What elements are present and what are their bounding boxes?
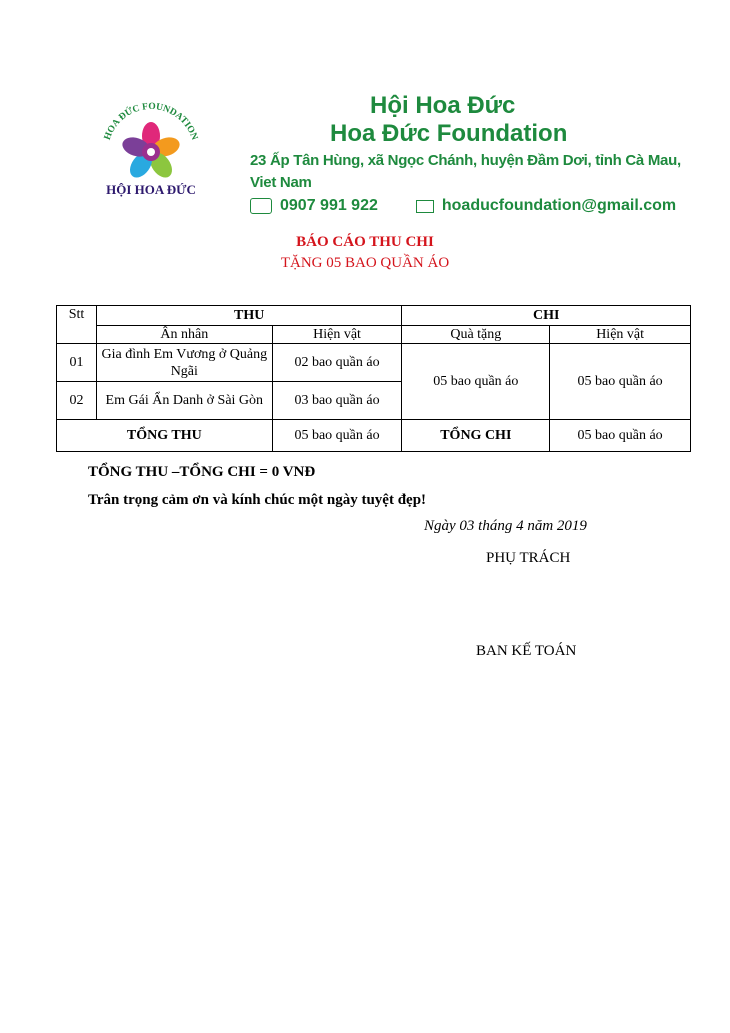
report-date: Ngày 03 tháng 4 năm 2019 bbox=[424, 518, 587, 534]
tong-chi-value: 05 bao quần áo bbox=[550, 420, 691, 452]
subheader-hien-vat-chi: Hiện vật bbox=[550, 326, 691, 344]
logo-arc-text: HOA ĐỨC FOUNDATION bbox=[102, 101, 200, 142]
phu-trach-label: PHỤ TRÁCH bbox=[486, 550, 571, 566]
row-stt: 01 bbox=[57, 344, 97, 382]
phone-icon bbox=[250, 198, 272, 214]
header-chi: CHI bbox=[402, 306, 691, 326]
subheader-hien-vat-thu: Hiện vật bbox=[272, 326, 402, 344]
org-contact bbox=[250, 194, 690, 218]
row-stt: 02 bbox=[57, 382, 97, 420]
chi-hien-vat: 05 bao quần áo bbox=[550, 344, 691, 420]
tong-thu-value: 05 bao quần áo bbox=[272, 420, 402, 452]
tong-thu-label: TỔNG THU bbox=[57, 420, 273, 452]
ban-ke-toan-label: BAN KẾ TOÁN bbox=[476, 643, 577, 659]
org-address: 23 Ấp Tân Hùng, xã Ngọc Chánh, huyện Đầm Dơi, tỉnh Cà Mau, Viet Nam bbox=[250, 152, 681, 191]
tong-chi-label: TỔNG CHI bbox=[402, 420, 550, 452]
org-name-en: Hoa Đức Foundation bbox=[330, 120, 568, 147]
report-table bbox=[56, 305, 691, 452]
table-row bbox=[57, 344, 691, 382]
org-phone: 0907 991 922 bbox=[280, 197, 378, 214]
row-hien-vat: 02 bao quần áo bbox=[272, 344, 402, 382]
report-title: BÁO CÁO THU CHI bbox=[296, 234, 434, 250]
subheader-an-nhan: Ân nhân bbox=[96, 326, 272, 344]
table-header-row bbox=[57, 306, 691, 326]
chi-qua-tang: 05 bao quần áo bbox=[402, 344, 550, 420]
row-an-nhan: Gia đình Em Vương ở Quảng Ngãi bbox=[96, 344, 272, 382]
table-total-row bbox=[57, 420, 691, 452]
balance-line: TỔNG THU –TỔNG CHI = 0 VNĐ bbox=[88, 464, 316, 480]
subheader-qua-tang: Quà tặng bbox=[402, 326, 550, 344]
header-thu: THU bbox=[96, 306, 401, 326]
org-name-vn: Hội Hoa Đức bbox=[370, 92, 516, 119]
org-header bbox=[250, 92, 690, 218]
row-hien-vat: 03 bao quần áo bbox=[272, 382, 402, 420]
logo bbox=[88, 90, 214, 208]
mail-icon bbox=[416, 200, 434, 213]
table-subheader-row bbox=[57, 326, 691, 344]
report-subtitle: TẶNG 05 BAO QUẦN ÁO bbox=[280, 255, 450, 271]
org-email[interactable]: hoaducfoundation@gmail.com bbox=[441, 197, 677, 214]
thanks-line: Trân trọng cảm ơn và kính chúc một ngày tuyệt đẹp! bbox=[88, 492, 427, 508]
logo-bottom-text: HỘI HOA ĐỨC bbox=[106, 182, 196, 197]
header-stt: Stt bbox=[57, 306, 97, 344]
flower-logo-icon bbox=[88, 90, 214, 208]
row-an-nhan: Em Gái Ẩn Danh ở Sài Gòn bbox=[96, 382, 272, 420]
